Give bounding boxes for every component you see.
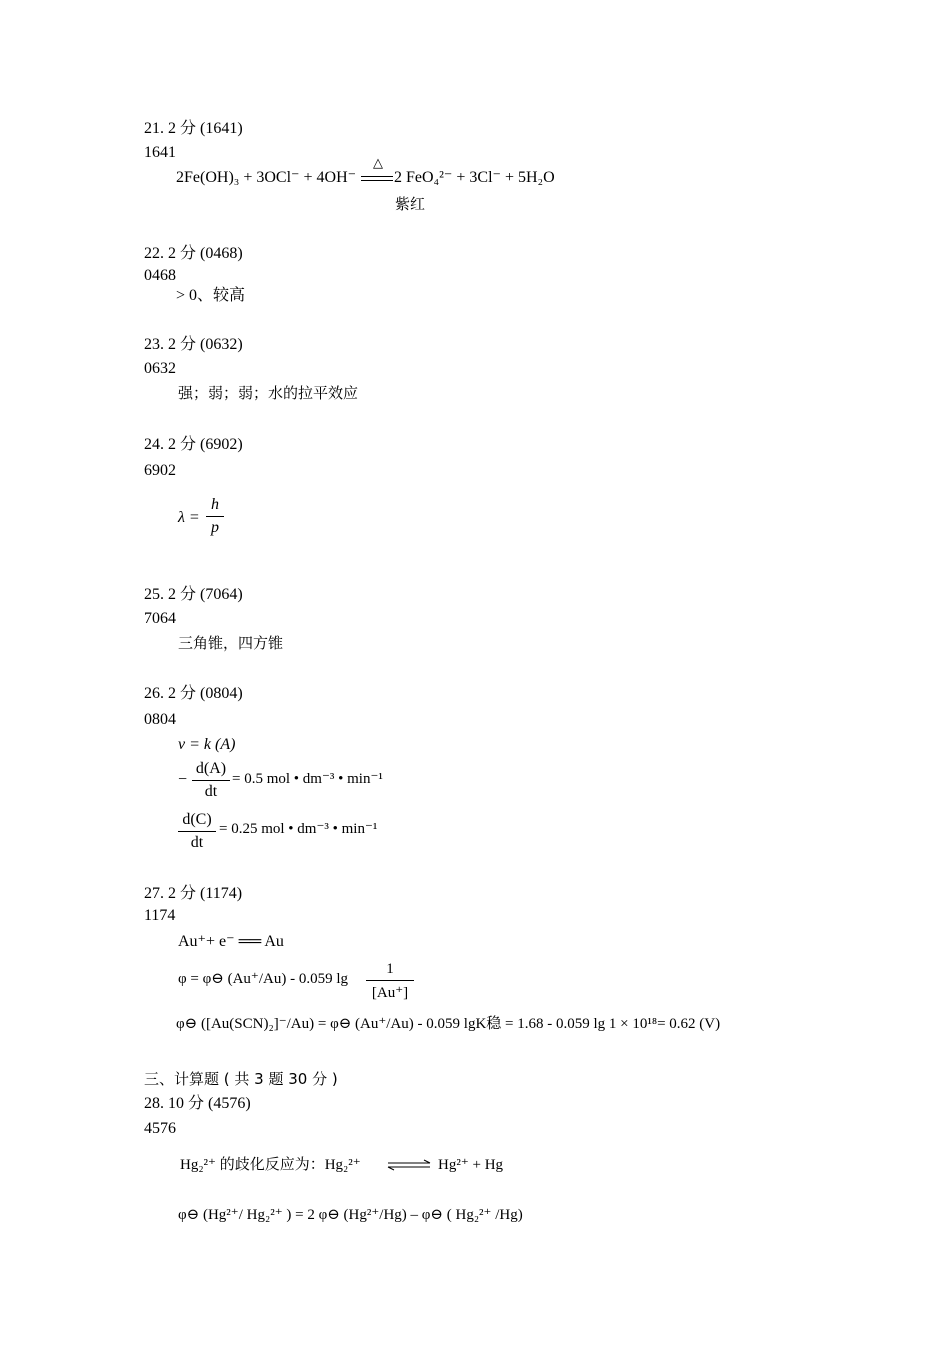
q26-rate-law: v = k (A): [178, 736, 236, 753]
q27-nernst-bar: [366, 980, 414, 981]
q21-note: 紫红: [395, 195, 426, 213]
q27-nernst-fraction: [366, 961, 414, 1002]
section-3-title: 三、计算题 ( 共 3 题 30 分 ): [144, 1070, 338, 1088]
q26-f1-sign: −: [178, 771, 188, 788]
q24-header: 24. 2 分 (6902): [144, 436, 243, 453]
q27-half-reaction: Au⁺+ e⁻ ══ Au: [178, 933, 284, 950]
q26-f1-bar: [192, 780, 230, 781]
q22-code: 0468: [144, 267, 176, 284]
q28-disproportionation-left: Hg₂²⁺ 的歧化反应为：Hg₂²⁺: [180, 1157, 361, 1173]
q22-answer: > 0、较高: [176, 287, 246, 304]
q26-fraction-1: [192, 760, 230, 801]
q24-code: 6902: [144, 462, 176, 479]
q23-code: 0632: [144, 360, 176, 377]
q26-f1-numerator: d(A): [195, 760, 227, 777]
q27-nernst-numerator: 1: [386, 961, 394, 977]
q27-nernst-lhs: φ = φ⊖ (Au⁺/Au) - 0.059 lg: [178, 971, 348, 987]
q26-f2-numerator: d(C): [182, 811, 212, 828]
q26-fraction-2: [178, 811, 216, 852]
q26-f2-bar: [178, 831, 216, 832]
q26-f2-denominator: dt: [190, 834, 204, 851]
q25-header: 25. 2 分 (7064): [144, 586, 243, 603]
q24-fraction: [206, 496, 224, 537]
q26-header: 26. 2 分 (0804): [144, 685, 243, 702]
q21-equation-right: 2 FeO₄²⁻ + 3Cl⁻ + 5H₂O: [394, 169, 555, 186]
q23-answer: 强；弱；弱；水的拉平效应: [178, 384, 359, 402]
q28-disproportionation-right: Hg²⁺ + Hg: [438, 1157, 504, 1173]
q27-result: φ⊖ ([Au(SCN)₂]⁻/Au) = φ⊖ (Au⁺/Au) - 0.059 lgK稳 = 1.68 - 0.059 lg 1 × 10¹⁸= 0.62 (V): [176, 1016, 721, 1032]
q27-nernst-denominator: [Au⁺]: [371, 985, 409, 1001]
q28-code: 4576: [144, 1120, 176, 1137]
q21-condition: △: [373, 155, 383, 170]
q28-potential-relation: φ⊖ (Hg²⁺/ Hg₂²⁺ ) = 2 φ⊖ (Hg²⁺/Hg) – φ⊖ ( Hg₂²⁺ /Hg): [178, 1207, 523, 1223]
q26-f1-denominator: dt: [204, 783, 218, 800]
q21-code: 1641: [144, 144, 176, 161]
q24-lhs: λ =: [178, 509, 200, 526]
equilibrium-arrow-icon: [386, 1158, 432, 1172]
q26-f2-value: = 0.25 mol • dm⁻³ • min⁻¹: [219, 821, 378, 837]
q27-header: 27. 2 分 (1174): [144, 885, 243, 902]
q21-equals-sign: [361, 176, 393, 181]
q25-answer: 三角锥，四方锥: [178, 634, 284, 652]
q24-numerator: h: [211, 496, 219, 513]
q22-header: 22. 2 分 (0468): [144, 245, 243, 262]
q26-f1-value: = 0.5 mol • dm⁻³ • min⁻¹: [232, 771, 383, 787]
q27-code: 1174: [144, 907, 176, 924]
q23-header: 23. 2 分 (0632): [144, 336, 243, 353]
q28-header: 28. 10 分 (4576): [144, 1095, 251, 1112]
q26-code: 0804: [144, 711, 176, 728]
q25-code: 7064: [144, 610, 176, 627]
q21-equation-left: 2Fe(OH)₃ + 3OCl⁻ + 4OH⁻: [176, 169, 357, 186]
q21-header: 21. 2 分 (1641): [144, 120, 243, 137]
q24-denominator: p: [211, 519, 219, 536]
q24-fraction-bar: [206, 516, 224, 517]
